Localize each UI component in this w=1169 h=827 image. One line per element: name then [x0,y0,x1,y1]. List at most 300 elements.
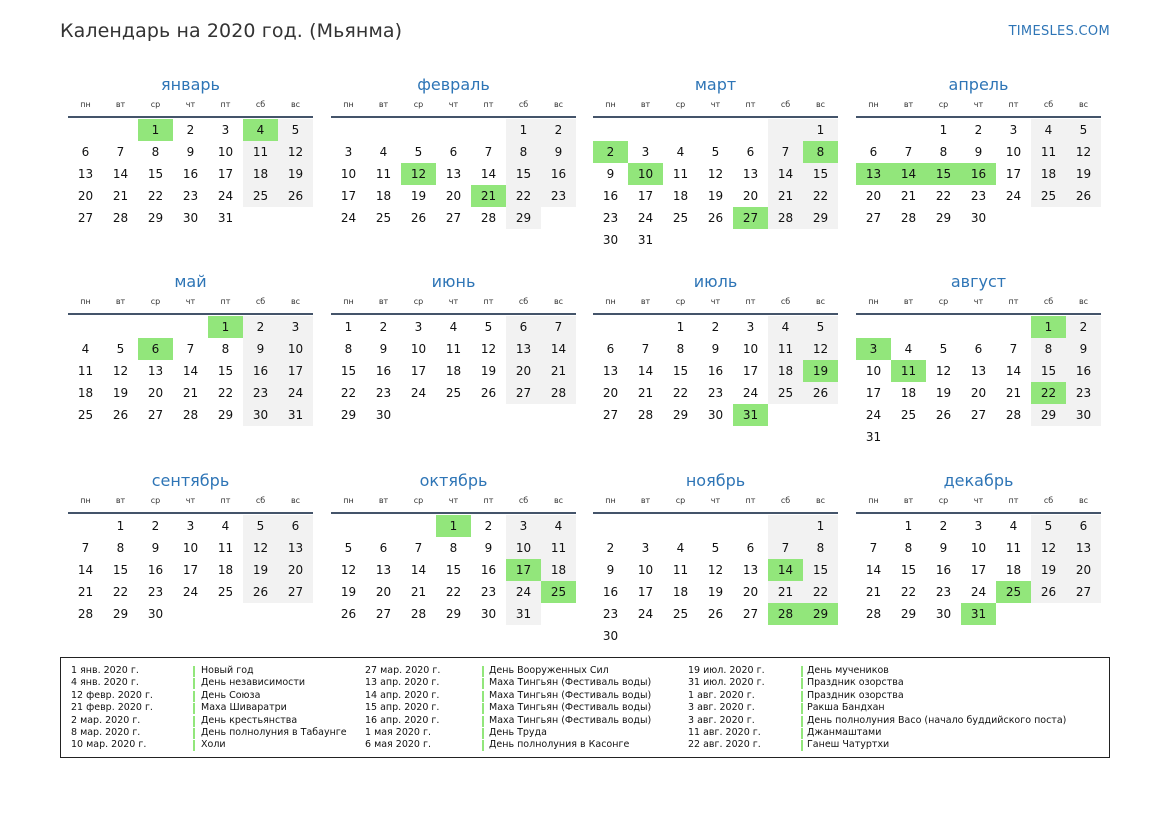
day-cell: 21 [77,585,94,599]
day-grid [593,515,838,647]
empty-cell [103,316,138,338]
day-cell: 23 [707,386,724,400]
legend-date: 1 мая 2020 г. [365,726,431,738]
day-cell: 12 [340,563,357,577]
empty-cell [891,316,926,338]
day-cell: 14 [541,338,576,360]
day-cell: 28 [112,211,129,225]
day-cell: 7 [81,541,90,555]
day-cell: 13 [278,537,313,559]
weekday-label: вт [378,100,389,109]
empty-cell [243,207,278,229]
weekday-header [68,98,313,112]
day-cell: 6 [974,342,983,356]
day-cell: 11 [672,167,689,181]
day-cell: 3 [641,541,650,555]
day-cell: 2 [151,519,160,533]
day-cell: 14 [112,167,129,181]
empty-cell [68,119,103,141]
day-cell: 24 [637,211,654,225]
day-cell: 9 [606,167,615,181]
weekday-label: вс [290,100,301,109]
holiday-day-cell: 11 [891,360,926,382]
empty-cell [698,515,733,537]
day-cell: 26 [803,382,838,404]
day-cell: 20 [375,585,392,599]
day-cell: 25 [900,408,917,422]
month-name: октябрь [419,471,488,490]
day-cell: 3 [221,123,230,137]
day-cell: 23 [147,585,164,599]
day-cell: 29 [935,211,952,225]
weekday-label: пн [868,297,879,306]
legend-marker [193,716,195,727]
day-cell: 12 [278,141,313,163]
day-cell: 17 [865,386,882,400]
day-cell: 4 [221,519,230,533]
day-cell: 17 [182,563,199,577]
weekday-label: вс [1078,100,1089,109]
empty-cell [926,316,961,338]
weekday-label: вт [640,100,651,109]
day-cell: 28 [1005,408,1022,422]
day-cell: 3 [186,519,195,533]
weekday-header [856,295,1101,309]
day-cell: 25 [1031,185,1066,207]
weekday-label: ср [675,100,686,109]
day-cell: 28 [900,211,917,225]
day-cell: 23 [243,382,278,404]
day-cell: 8 [803,537,838,559]
legend-marker [482,716,484,727]
weekday-label: ср [413,297,424,306]
legend-marker [801,703,803,714]
legend-holiday-name: Маха Тингьян (Фестиваль воды) [489,677,652,689]
empty-cell [803,625,838,647]
legend-holiday-name: День полнолуния в Касонге [489,739,630,751]
day-cell: 23 [541,185,576,207]
legend-date: 19 июл. 2020 г. [688,665,765,676]
day-cell: 15 [217,364,234,378]
day-cell: 2 [379,320,388,334]
empty-cell [768,119,803,141]
weekday-label: сб [1043,100,1054,109]
empty-cell [628,515,663,537]
weekday-label: пт [220,496,231,505]
month-divider [331,313,576,315]
weekday-label: вт [640,496,651,505]
day-cell: 18 [445,364,462,378]
legend-holiday-name: Маха Шиваратри [201,702,287,714]
day-cell: 17 [1005,167,1022,181]
holiday-legend [60,657,1110,758]
day-cell: 27 [970,408,987,422]
day-cell: 23 [602,211,619,225]
weekday-header [68,494,313,508]
day-cell: 4 [81,342,90,356]
weekday-label: чт [710,297,721,306]
weekday-label: сб [780,496,791,505]
weekday-label: вс [815,496,826,505]
weekday-label: вт [640,297,651,306]
day-cell: 21 [768,581,803,603]
day-cell: 25 [243,185,278,207]
month-name: сентябрь [151,471,230,490]
day-grid [856,515,1101,625]
legend-marker [801,728,803,739]
day-cell: 20 [1066,559,1101,581]
empty-cell [698,625,733,647]
day-cell: 26 [340,607,357,621]
day-grid [856,119,1101,229]
weekday-label: ср [938,496,949,505]
day-cell: 6 [606,342,615,356]
day-cell: 28 [637,408,654,422]
day-cell: 10 [506,537,541,559]
legend-date: 27 мар. 2020 г. [365,665,441,676]
day-cell: 17 [340,189,357,203]
day-cell: 10 [410,342,427,356]
day-cell: 1 [803,515,838,537]
month-name: август [950,272,1007,291]
day-cell: 30 [147,607,164,621]
day-cell: 21 [865,585,882,599]
weekday-label: чт [973,496,984,505]
day-cell: 5 [803,316,838,338]
legend-date: 3 авг. 2020 г. [688,702,755,714]
day-cell: 5 [711,541,720,555]
month-divider [68,116,313,118]
empty-cell [996,603,1031,625]
day-cell: 17 [217,167,234,181]
day-cell: 4 [676,541,685,555]
day-cell: 19 [1066,163,1101,185]
empty-cell [401,404,436,426]
empty-cell [401,119,436,141]
weekday-label: пт [483,297,494,306]
page-title: Календарь на 2020 год. (Мьянма) [60,20,403,42]
day-cell: 13 [1066,537,1101,559]
day-cell: 1 [116,519,125,533]
day-cell: 21 [541,360,576,382]
weekday-label: вс [553,297,564,306]
day-cell: 4 [768,316,803,338]
day-cell: 26 [243,581,278,603]
day-cell: 29 [112,607,129,621]
empty-cell [366,119,401,141]
day-cell: 5 [1066,119,1101,141]
day-cell: 13 [602,364,619,378]
day-cell: 24 [217,189,234,203]
day-cell: 10 [865,364,882,378]
empty-cell [698,119,733,141]
empty-cell [243,603,278,625]
day-cell: 6 [1066,515,1101,537]
weekday-label: вс [815,100,826,109]
day-cell: 25 [77,408,94,422]
day-cell: 26 [1031,581,1066,603]
weekday-label: сб [780,297,791,306]
month-1 [68,74,313,229]
legend-date: 15 апр. 2020 г. [365,702,440,714]
legend-date: 13 апр. 2020 г. [365,677,440,689]
day-cell: 2 [974,123,983,137]
legend-holiday-name: Маха Тингьян (Фестиваль воды) [489,714,652,726]
day-cell: 2 [711,320,720,334]
holiday-day-cell: 31 [733,404,768,426]
weekday-label: ср [675,496,686,505]
day-cell: 5 [414,145,423,159]
month-divider [856,512,1101,514]
day-cell: 22 [672,386,689,400]
day-cell: 13 [147,364,164,378]
empty-cell [1031,603,1066,625]
day-cell: 7 [768,537,803,559]
holiday-day-cell: 8 [803,141,838,163]
day-cell: 27 [506,382,541,404]
day-cell: 19 [707,585,724,599]
month-11 [593,470,838,647]
day-cell: 19 [410,189,427,203]
day-cell: 16 [243,360,278,382]
month-10 [331,470,576,625]
empty-cell [471,404,506,426]
day-cell: 28 [541,382,576,404]
weekday-label: ср [413,100,424,109]
day-cell: 14 [768,163,803,185]
legend-marker [482,740,484,751]
month-divider [68,512,313,514]
month-divider [593,512,838,514]
day-cell: 8 [1031,338,1066,360]
empty-cell [768,515,803,537]
weekday-label: вс [553,496,564,505]
weekday-header [331,295,576,309]
holiday-day-cell: 27 [733,207,768,229]
day-cell: 11 [217,541,234,555]
day-cell: 28 [410,607,427,621]
month-name: ноябрь [685,471,746,490]
day-cell: 25 [768,382,803,404]
day-cell: 9 [541,141,576,163]
day-cell: 13 [970,364,987,378]
holiday-day-cell: 15 [926,163,961,185]
day-cell: 27 [602,408,619,422]
empty-cell [278,207,313,229]
day-cell: 9 [243,338,278,360]
day-cell: 25 [445,386,462,400]
holiday-day-cell: 19 [803,360,838,382]
empty-cell [541,404,576,426]
day-grid [856,316,1101,448]
weekday-label: пт [220,297,231,306]
day-cell: 19 [935,386,952,400]
day-cell: 10 [182,541,199,555]
empty-cell [803,404,838,426]
weekday-label: пт [745,297,756,306]
day-cell: 16 [541,163,576,185]
holiday-day-cell: 17 [506,559,541,581]
weekday-label: чт [448,297,459,306]
month-12 [856,470,1101,625]
day-cell: 24 [970,585,987,599]
day-cell: 11 [77,364,94,378]
day-cell: 7 [641,342,650,356]
day-cell: 2 [484,519,493,533]
day-cell: 7 [1009,342,1018,356]
day-cell: 7 [904,145,913,159]
month-divider [593,313,838,315]
day-cell: 7 [768,141,803,163]
day-cell: 15 [340,364,357,378]
day-cell: 6 [81,145,90,159]
empty-cell [663,625,698,647]
day-cell: 24 [410,386,427,400]
day-cell: 9 [1066,338,1101,360]
month-divider [856,116,1101,118]
weekday-label: сб [255,100,266,109]
legend-holiday-name: День полнолуния Васо (начало буддийского поста) [807,714,1067,726]
day-cell: 21 [768,185,803,207]
day-cell: 30 [935,607,952,621]
day-cell: 15 [803,163,838,185]
weekday-label: пт [483,100,494,109]
empty-cell [68,515,103,537]
day-cell: 8 [449,541,458,555]
day-cell: 10 [637,563,654,577]
day-cell: 18 [768,360,803,382]
empty-cell [173,316,208,338]
empty-cell [698,229,733,251]
day-cell: 17 [637,585,654,599]
weekday-label: пн [605,496,616,505]
day-cell: 18 [672,585,689,599]
weekday-label: вс [1078,297,1089,306]
day-cell: 13 [506,338,541,360]
day-cell: 1 [904,519,913,533]
empty-cell [1066,603,1101,625]
day-cell: 6 [379,541,388,555]
day-cell: 22 [803,185,838,207]
empty-cell [768,229,803,251]
day-cell: 7 [484,145,493,159]
day-cell: 18 [541,559,576,581]
weekday-label: вт [903,297,914,306]
legend-holiday-name: День крестьянства [201,714,298,726]
empty-cell [1066,426,1101,448]
day-cell: 24 [1005,189,1022,203]
day-cell: 14 [182,364,199,378]
day-cell: 6 [746,541,755,555]
day-cell: 23 [602,607,619,621]
legend-date: 31 июл. 2020 г. [688,677,765,689]
weekday-label: сб [255,297,266,306]
day-cell: 14 [637,364,654,378]
empty-cell [996,207,1031,229]
weekday-label: чт [185,496,196,505]
legend-date: 4 янв. 2020 г. [71,677,139,689]
month-9 [68,470,313,625]
day-grid [593,316,838,426]
legend-date: 10 мар. 2020 г. [71,739,147,751]
day-cell: 28 [865,607,882,621]
day-cell: 12 [803,338,838,360]
day-cell: 27 [375,607,392,621]
day-cell: 27 [278,581,313,603]
day-cell: 21 [182,386,199,400]
day-cell: 9 [151,541,160,555]
empty-cell [366,515,401,537]
day-cell: 29 [217,408,234,422]
day-cell: 16 [480,563,497,577]
day-cell: 16 [602,189,619,203]
weekday-label: пт [745,496,756,505]
day-cell: 31 [506,603,541,625]
weekday-label: ср [938,100,949,109]
day-cell: 30 [970,211,987,225]
day-cell: 30 [243,404,278,426]
day-cell: 27 [147,408,164,422]
site-link[interactable]: TIMESLES.COM [1008,24,1110,39]
day-cell: 18 [77,386,94,400]
month-name: июль [693,272,738,291]
legend-marker [801,678,803,689]
weekday-label: чт [710,496,721,505]
day-cell: 5 [484,320,493,334]
legend-date: 1 янв. 2020 г. [71,665,139,676]
day-cell: 11 [445,342,462,356]
day-cell: 22 [900,585,917,599]
weekday-label: сб [1043,496,1054,505]
day-cell: 23 [935,585,952,599]
legend-marker [482,728,484,739]
weekday-label: пн [80,100,91,109]
weekday-label: вс [290,297,301,306]
legend-marker [193,728,195,739]
empty-cell [891,426,926,448]
day-cell: 12 [707,167,724,181]
day-cell: 4 [1031,119,1066,141]
legend-marker [193,678,195,689]
day-cell: 12 [1066,141,1101,163]
weekday-label: пн [343,496,354,505]
empty-cell [506,404,541,426]
day-cell: 28 [768,207,803,229]
day-cell: 19 [243,559,278,581]
day-cell: 7 [116,145,125,159]
legend-marker [193,740,195,751]
day-cell: 16 [182,167,199,181]
holiday-day-cell: 25 [541,581,576,603]
day-cell: 21 [637,386,654,400]
day-cell: 4 [449,320,458,334]
weekday-label: пн [868,496,879,505]
day-cell: 29 [900,607,917,621]
day-cell: 4 [1009,519,1018,533]
day-cell: 12 [707,563,724,577]
day-cell: 14 [480,167,497,181]
weekday-label: чт [185,100,196,109]
day-cell: 20 [602,386,619,400]
day-cell: 15 [900,563,917,577]
day-cell: 25 [375,211,392,225]
day-cell: 27 [445,211,462,225]
day-cell: 25 [672,607,689,621]
day-cell: 20 [742,189,759,203]
holiday-day-cell: 22 [1031,382,1066,404]
day-cell: 13 [375,563,392,577]
legend-marker [193,703,195,714]
